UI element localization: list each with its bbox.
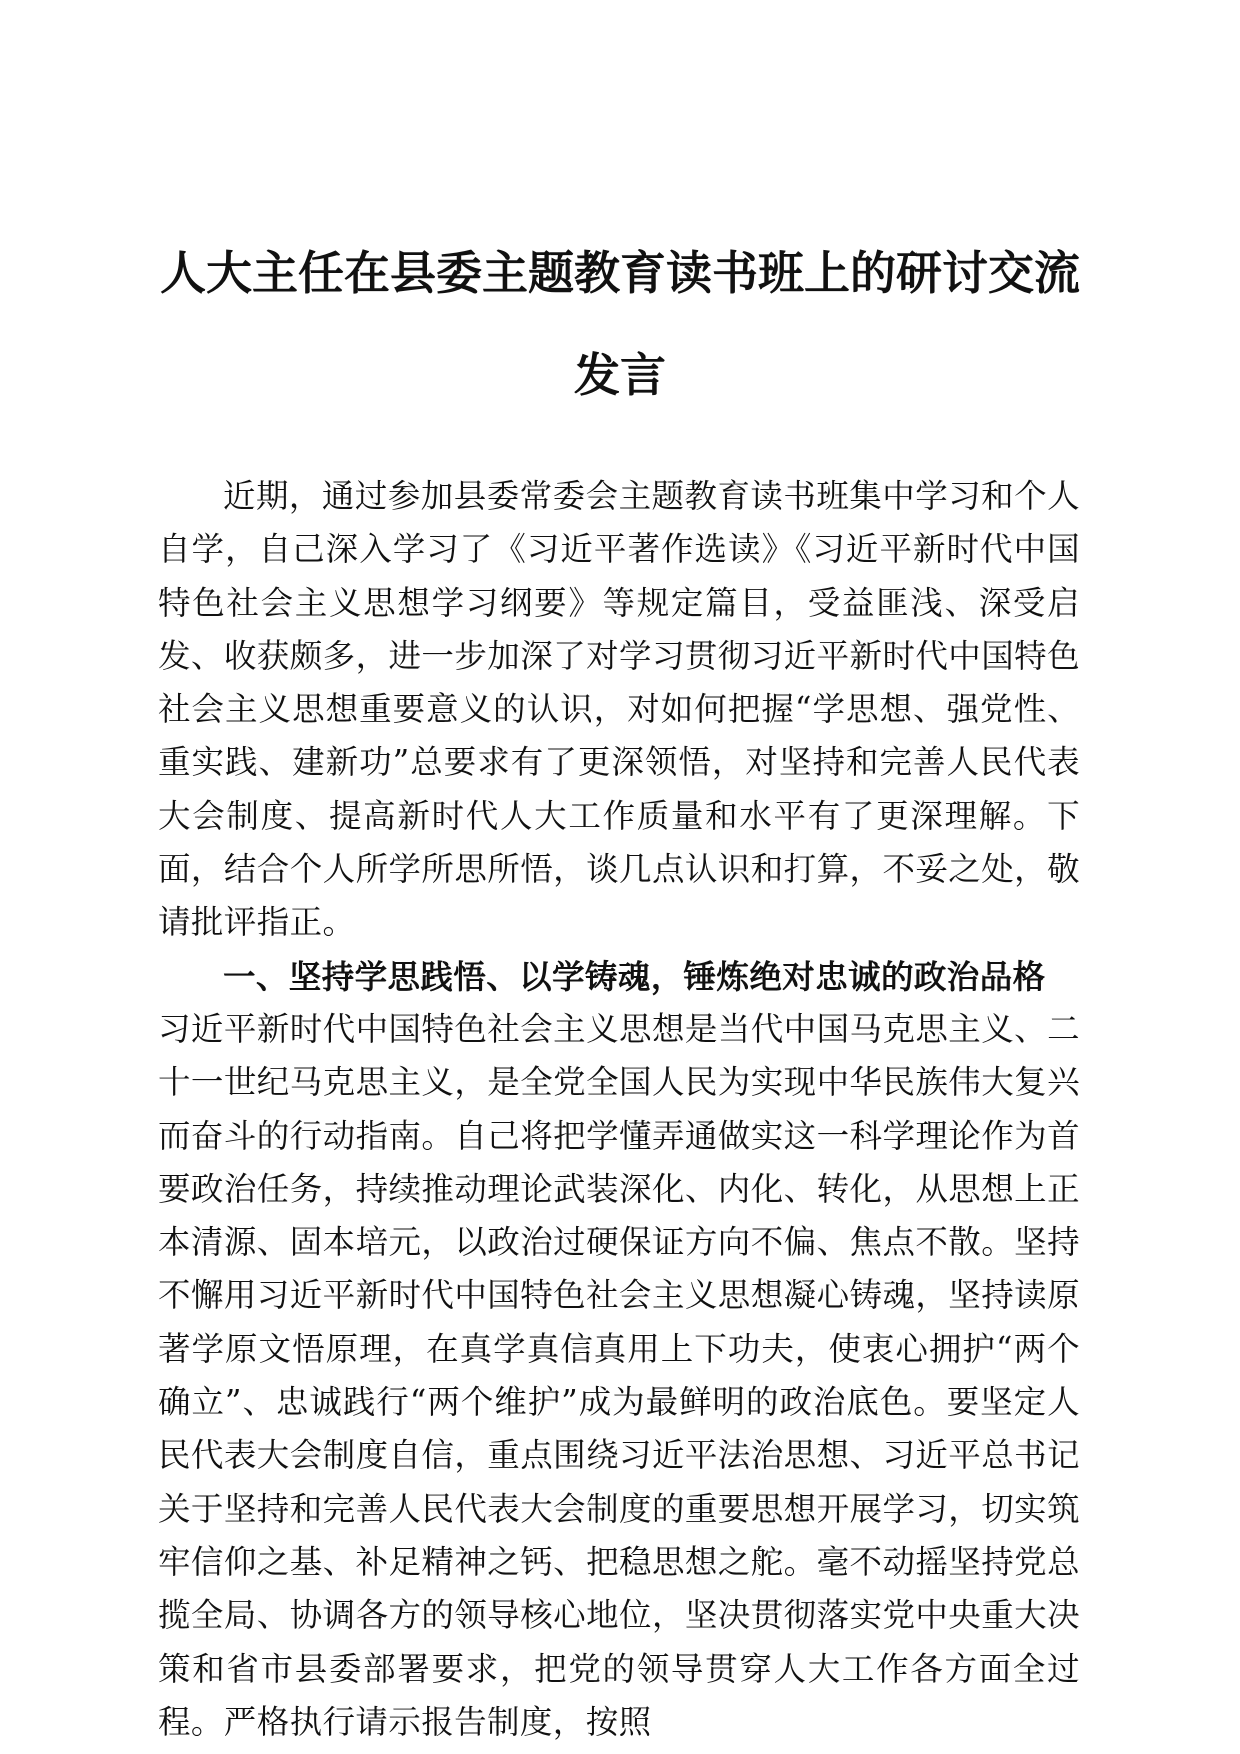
intro-paragraph: 近期，通过参加县委常委会主题教育读书班集中学习和个人自学，自己深入学习了《习近平著作选读》《习近平新时代中国特色社会主义思想学习纲要》等规定篇目，受益匪浅、深受启发、收获颇多，进一步加深了对学习贯彻习近平新时代中国特色社会主义思想重要意义的认识，对如何把握“学思想、强党性、重实践、建新功”总要求有了更深领悟，对坚持和完善人民代表大会制度、提高新时代人大工作质量和水平有了更深理解。下面，结合个人所学所思所悟，谈几点认识和打算，不妥之处，敬请批评指正。	[158, 477, 1080, 942]
document-body	[158, 470, 1080, 1749]
section-heading: 一、坚持学思践悟、以学铸魂，锤炼绝对忠诚的政治品格	[223, 956, 1046, 996]
section-paragraph: 习近平新时代中国特色社会主义思想是当代中国马克思主义、二十一世纪马克思主义，是全党全国人民为实现中华民族伟大复兴而奋斗的行动指南。自己将把学懂弄通做实这一科学理论作为首要政治任务，持续推动理论武装深化、内化、转化，从思想上正本清源、固本培元，以政治过硬保证方向不偏、焦点不散。坚持不懈用习近平新时代中国特色社会主义思想凝心铸魂，坚持读原著学原文悟原理，在真学真信真用上下功夫，使衷心拥护“两个确立”、忠诚践行“两个维护”成为最鲜明的政治底色。要坚定人民代表大会制度自信，重点围绕习近平法治思想、习近平总书记关于坚持和完善人民代表大会制度的重要思想开展学习，切实筑牢信仰之基、补足精神之钙、把稳思想之舵。毫不动摇坚持党总揽全局、协调各方的领导核心地位，坚决贯彻落实党中央重大决策和省市县委部署要求，把党的领导贯穿人大工作各方面全过程。严格执行请示报告制度，按照	[158, 1009, 1080, 1741]
document-title: 人大主任在县委主题教育读书班上的研讨交流发言	[160, 246, 1080, 402]
